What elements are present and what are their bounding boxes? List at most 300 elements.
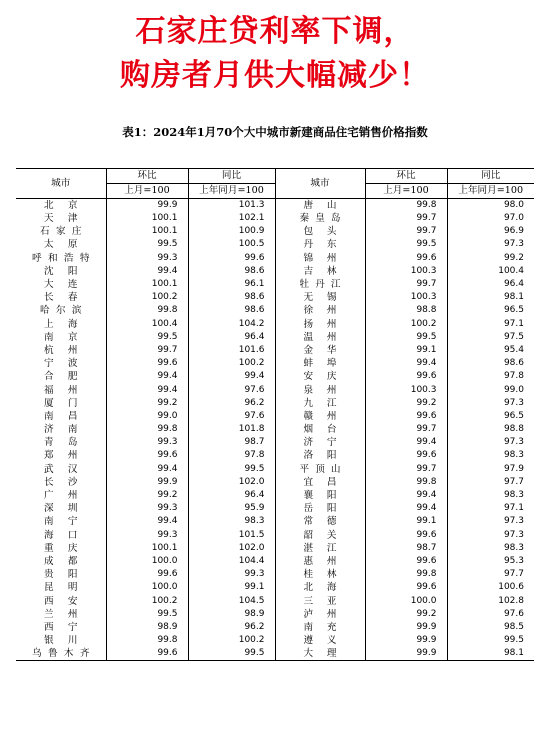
cell-city-right: [275, 318, 365, 331]
city-name: 唐山: [303, 200, 337, 211]
city-name: 徐州: [303, 305, 337, 317]
city-name: 温州: [303, 331, 337, 343]
cell-mom-left: 100.2: [106, 291, 188, 304]
city-name: 长春: [44, 292, 78, 304]
cell-city-right: [275, 357, 365, 370]
cell-mom-right: 99.6: [365, 581, 447, 594]
cell-city-right: [275, 238, 365, 251]
cell-city-right: [275, 383, 365, 396]
cell-yoy-right: 97.0: [447, 212, 534, 225]
table-row: [16, 542, 534, 555]
city-name: 襄阳: [303, 490, 337, 502]
table-row: [16, 449, 534, 462]
cell-yoy-right: 98.3: [447, 449, 534, 462]
cell-yoy-left: 96.4: [188, 489, 275, 502]
cell-mom-left: 99.3: [106, 436, 188, 449]
cell-city-left: [16, 278, 106, 291]
table-row: [16, 476, 534, 489]
cell-city-left: [16, 357, 106, 370]
cell-city-right: [275, 199, 365, 213]
city-name: 三亚: [303, 595, 337, 607]
cell-yoy-left: 97.6: [188, 383, 275, 396]
city-name: 哈尔滨: [40, 305, 82, 317]
cell-city-right: [275, 344, 365, 357]
table-row: [16, 344, 534, 357]
cell-mom-right: 99.4: [365, 502, 447, 515]
cell-mom-left: 98.9: [106, 621, 188, 634]
city-name: 郑州: [44, 450, 78, 462]
cell-yoy-left: 100.2: [188, 634, 275, 647]
cell-yoy-left: 101.5: [188, 529, 275, 542]
cell-yoy-left: 101.6: [188, 344, 275, 357]
city-name: 九江: [303, 397, 337, 409]
cell-yoy-left: 97.6: [188, 410, 275, 423]
cell-mom-left: 99.6: [106, 647, 188, 661]
cell-mom-right: 99.5: [365, 331, 447, 344]
table-row: [16, 581, 534, 594]
cell-yoy-left: 96.2: [188, 621, 275, 634]
cell-city-left: [16, 621, 106, 634]
cell-city-right: [275, 647, 365, 661]
city-name: 石家庄: [40, 226, 82, 238]
cell-city-left: [16, 423, 106, 436]
cell-city-right: [275, 291, 365, 304]
cell-yoy-right: 97.3: [447, 397, 534, 410]
cell-city-right: [275, 529, 365, 542]
cell-mom-right: 99.7: [365, 423, 447, 436]
table-row: [16, 238, 534, 251]
cell-mom-left: 99.4: [106, 265, 188, 278]
cell-mom-right: 100.2: [365, 318, 447, 331]
city-name: 泉州: [303, 384, 337, 396]
cell-mom-left: 99.6: [106, 357, 188, 370]
cell-mom-left: 99.4: [106, 463, 188, 476]
cell-mom-right: 99.8: [365, 476, 447, 489]
city-name: 吉林: [303, 265, 337, 277]
cell-mom-right: 99.6: [365, 410, 447, 423]
cell-yoy-left: 99.6: [188, 252, 275, 265]
cell-city-right: [275, 304, 365, 317]
cell-city-left: [16, 265, 106, 278]
cell-city-left: [16, 318, 106, 331]
cell-yoy-right: 97.7: [447, 476, 534, 489]
cell-yoy-right: 98.5: [447, 621, 534, 634]
city-name: 牡丹江: [299, 279, 341, 291]
cell-yoy-right: 96.9: [447, 225, 534, 238]
city-name: 贵阳: [44, 569, 78, 581]
city-name: 福州: [44, 384, 78, 396]
city-name: 南宁: [44, 516, 78, 528]
cell-mom-right: 99.8: [365, 568, 447, 581]
cell-yoy-left: 99.1: [188, 581, 275, 594]
cell-yoy-left: 98.6: [188, 291, 275, 304]
cell-mom-right: 100.3: [365, 291, 447, 304]
header-yoy-base-left: 上年同月=100: [188, 184, 275, 199]
city-name: 成都: [44, 555, 78, 567]
city-name: 海口: [44, 529, 78, 541]
city-name: 秦皇岛: [299, 213, 341, 225]
cell-yoy-right: 97.3: [447, 515, 534, 528]
table-row: [16, 515, 534, 528]
cell-mom-right: 99.9: [365, 621, 447, 634]
city-name: 昆明: [44, 582, 78, 594]
cell-city-right: [275, 265, 365, 278]
cell-mom-right: 99.9: [365, 647, 447, 661]
cell-city-left: [16, 476, 106, 489]
cell-city-right: [275, 608, 365, 621]
cell-city-right: [275, 568, 365, 581]
table-row: [16, 291, 534, 304]
cell-city-right: [275, 502, 365, 515]
city-name: 合肥: [44, 371, 78, 383]
table-row: [16, 463, 534, 476]
header-yoy-right: 同比: [447, 169, 534, 184]
cell-city-right: [275, 463, 365, 476]
cell-city-left: [16, 238, 106, 251]
city-name: 烟台: [303, 424, 337, 436]
city-name: 桂林: [303, 569, 337, 581]
city-name: 平顶山: [299, 463, 341, 475]
cell-yoy-right: 96.5: [447, 304, 534, 317]
cell-city-left: [16, 331, 106, 344]
cell-city-right: [275, 621, 365, 634]
city-name: 扬州: [303, 318, 337, 330]
cell-yoy-left: 99.3: [188, 568, 275, 581]
cell-city-left: [16, 489, 106, 502]
cell-yoy-right: 97.1: [447, 502, 534, 515]
cell-city-left: [16, 410, 106, 423]
cell-mom-left: 99.9: [106, 199, 188, 213]
cell-yoy-right: 95.4: [447, 344, 534, 357]
cell-yoy-left: 100.5: [188, 238, 275, 251]
cell-mom-left: 100.1: [106, 212, 188, 225]
cell-yoy-right: 97.8: [447, 370, 534, 383]
cell-yoy-left: 98.6: [188, 304, 275, 317]
city-name: 宜昌: [303, 476, 337, 488]
table-body: [16, 199, 534, 661]
header-mom-right: 环比: [365, 169, 447, 184]
city-name: 天津: [44, 213, 78, 225]
cell-yoy-right: 97.5: [447, 331, 534, 344]
cell-yoy-left: 98.9: [188, 608, 275, 621]
cell-yoy-left: 102.0: [188, 476, 275, 489]
city-name: 厦门: [44, 397, 78, 409]
cell-mom-right: 100.0: [365, 594, 447, 607]
cell-mom-right: 99.7: [365, 278, 447, 291]
cell-mom-right: 99.7: [365, 225, 447, 238]
cell-mom-right: 99.6: [365, 555, 447, 568]
city-name: 湛江: [303, 542, 337, 554]
cell-yoy-left: 95.9: [188, 502, 275, 515]
city-name: 惠州: [303, 555, 337, 567]
cell-yoy-left: 100.9: [188, 225, 275, 238]
cell-city-left: [16, 529, 106, 542]
cell-yoy-right: 99.5: [447, 634, 534, 647]
cell-mom-left: 99.5: [106, 238, 188, 251]
cell-yoy-right: 98.8: [447, 423, 534, 436]
cell-city-left: [16, 225, 106, 238]
cell-city-left: [16, 634, 106, 647]
cell-city-left: [16, 397, 106, 410]
city-name: 济宁: [303, 437, 337, 449]
cell-mom-left: 99.9: [106, 476, 188, 489]
table-row: [16, 212, 534, 225]
header-city-left: 城市: [16, 169, 106, 199]
cell-city-right: [275, 634, 365, 647]
cell-city-right: [275, 331, 365, 344]
city-name: 银川: [44, 635, 78, 647]
table-row: [16, 357, 534, 370]
table-row: [16, 331, 534, 344]
cell-mom-right: 99.5: [365, 238, 447, 251]
cell-yoy-right: 97.6: [447, 608, 534, 621]
cell-mom-left: 100.1: [106, 542, 188, 555]
cell-mom-right: 100.3: [365, 265, 447, 278]
cell-city-right: [275, 397, 365, 410]
cell-city-left: [16, 502, 106, 515]
city-name: 南充: [303, 621, 337, 633]
cell-mom-right: 99.4: [365, 489, 447, 502]
cell-city-left: [16, 436, 106, 449]
table-row: [16, 502, 534, 515]
header-mom-left: 环比: [106, 169, 188, 184]
cell-yoy-left: 97.8: [188, 449, 275, 462]
cell-mom-right: 99.6: [365, 370, 447, 383]
cell-city-left: [16, 212, 106, 225]
city-name: 常德: [303, 516, 337, 528]
cell-yoy-right: 102.8: [447, 594, 534, 607]
cell-yoy-right: 98.6: [447, 357, 534, 370]
header-mom-base-right: 上月=100: [365, 184, 447, 199]
cell-mom-left: 100.0: [106, 555, 188, 568]
table-row: [16, 594, 534, 607]
cell-city-left: [16, 555, 106, 568]
cell-yoy-left: 99.5: [188, 463, 275, 476]
city-name: 太原: [44, 239, 78, 251]
headline-line-1: 石家庄贷利率下调，: [135, 14, 415, 49]
cell-yoy-left: 101.8: [188, 423, 275, 436]
cell-mom-right: 99.8: [365, 199, 447, 213]
city-name: 大理: [303, 648, 337, 660]
cell-city-right: [275, 594, 365, 607]
city-name: 蚌埠: [303, 358, 337, 370]
cell-mom-left: 100.0: [106, 581, 188, 594]
table-row: [16, 608, 534, 621]
cell-yoy-left: 96.4: [188, 331, 275, 344]
cell-city-left: [16, 463, 106, 476]
table-row: [16, 252, 534, 265]
city-name: 岳阳: [303, 503, 337, 515]
cell-yoy-left: 96.2: [188, 397, 275, 410]
cell-mom-left: 99.5: [106, 608, 188, 621]
cell-mom-left: 99.3: [106, 252, 188, 265]
cell-yoy-left: 104.2: [188, 318, 275, 331]
city-name: 南昌: [44, 410, 78, 422]
cell-city-left: [16, 344, 106, 357]
city-name: 武汉: [44, 463, 78, 475]
cell-yoy-right: 95.3: [447, 555, 534, 568]
cell-yoy-right: 98.1: [447, 291, 534, 304]
cell-city-right: [275, 212, 365, 225]
cell-yoy-right: 97.9: [447, 463, 534, 476]
city-name: 青岛: [44, 437, 78, 449]
cell-city-right: [275, 515, 365, 528]
table-row: [16, 423, 534, 436]
cell-city-left: [16, 252, 106, 265]
cell-mom-left: 99.3: [106, 529, 188, 542]
table-row: [16, 634, 534, 647]
cell-mom-right: 99.7: [365, 463, 447, 476]
city-name: 锦州: [303, 252, 337, 264]
table-row: [16, 370, 534, 383]
cell-mom-left: 99.2: [106, 397, 188, 410]
cell-mom-right: 98.8: [365, 304, 447, 317]
city-name: 大连: [44, 279, 78, 291]
city-name: 深圳: [44, 503, 78, 515]
cell-mom-right: 99.9: [365, 634, 447, 647]
cell-city-left: [16, 515, 106, 528]
city-name: 遵义: [303, 635, 337, 647]
cell-city-right: [275, 436, 365, 449]
city-name: 沈阳: [44, 265, 78, 277]
city-name: 重庆: [44, 542, 78, 554]
city-name: 宁波: [44, 358, 78, 370]
cell-yoy-right: 96.4: [447, 278, 534, 291]
cell-yoy-right: 99.0: [447, 383, 534, 396]
cell-yoy-left: 101.3: [188, 199, 275, 213]
city-name: 西安: [44, 595, 78, 607]
cell-city-right: [275, 555, 365, 568]
city-name: 广州: [44, 490, 78, 502]
cell-mom-left: 99.5: [106, 331, 188, 344]
cell-city-right: [275, 252, 365, 265]
cell-yoy-left: 104.4: [188, 555, 275, 568]
cell-mom-right: 99.1: [365, 515, 447, 528]
header-mom-base-left: 上月=100: [106, 184, 188, 199]
cell-yoy-right: 98.0: [447, 199, 534, 213]
cell-mom-left: 99.6: [106, 449, 188, 462]
cell-yoy-left: 98.3: [188, 515, 275, 528]
cell-city-left: [16, 199, 106, 213]
cell-mom-right: 99.6: [365, 529, 447, 542]
table-title: 表1：2024年1月70个大中城市新建商品住宅销售价格指数: [122, 125, 428, 139]
cell-city-left: [16, 449, 106, 462]
cell-city-left: [16, 568, 106, 581]
table-row: [16, 225, 534, 238]
cell-city-left: [16, 370, 106, 383]
table-row: [16, 318, 534, 331]
cell-mom-left: 100.4: [106, 318, 188, 331]
table-row: [16, 199, 534, 213]
cell-yoy-right: 97.7: [447, 568, 534, 581]
header-yoy-left: 同比: [188, 169, 275, 184]
cell-yoy-left: 99.5: [188, 647, 275, 661]
cell-mom-left: 99.4: [106, 383, 188, 396]
cell-city-right: [275, 225, 365, 238]
cell-yoy-right: 98.1: [447, 647, 534, 661]
cell-city-left: [16, 542, 106, 555]
cell-mom-left: 99.8: [106, 423, 188, 436]
city-name: 赣州: [303, 410, 337, 422]
table-row: [16, 383, 534, 396]
city-name: 南京: [44, 331, 78, 343]
city-name: 安庆: [303, 371, 337, 383]
table-row: [16, 278, 534, 291]
table-row: [16, 304, 534, 317]
city-name: 乌鲁木齐: [32, 648, 90, 660]
city-name: 长沙: [44, 476, 78, 488]
cell-yoy-left: 96.1: [188, 278, 275, 291]
cell-mom-left: 99.6: [106, 568, 188, 581]
city-name: 金华: [303, 344, 337, 356]
cell-mom-right: 99.4: [365, 357, 447, 370]
headline-line-2: 购房者月供大幅减少！: [120, 58, 430, 93]
cell-city-right: [275, 410, 365, 423]
cell-yoy-right: 100.6: [447, 581, 534, 594]
city-name: 兰州: [44, 608, 78, 620]
cell-mom-right: 100.3: [365, 383, 447, 396]
cell-mom-left: 99.8: [106, 304, 188, 317]
cell-mom-left: 99.4: [106, 515, 188, 528]
cell-mom-right: 98.7: [365, 542, 447, 555]
city-name: 西宁: [44, 621, 78, 633]
cell-yoy-right: 97.3: [447, 238, 534, 251]
cell-city-right: [275, 542, 365, 555]
cell-mom-right: 99.2: [365, 608, 447, 621]
city-name: 北海: [303, 582, 337, 594]
cell-mom-left: 99.7: [106, 344, 188, 357]
city-name: 无锡: [303, 292, 337, 304]
cell-yoy-right: 99.2: [447, 252, 534, 265]
cell-yoy-left: 100.2: [188, 357, 275, 370]
city-name: 韶关: [303, 529, 337, 541]
cell-mom-right: 99.6: [365, 449, 447, 462]
cell-city-left: [16, 594, 106, 607]
table-row: [16, 647, 534, 661]
cell-city-right: [275, 423, 365, 436]
cell-city-right: [275, 278, 365, 291]
city-name: 呼和浩特: [32, 252, 90, 264]
cell-yoy-left: 99.4: [188, 370, 275, 383]
price-index-table: [16, 168, 534, 661]
city-name: 包头: [303, 226, 337, 238]
table-row: [16, 489, 534, 502]
table-row: [16, 621, 534, 634]
cell-city-left: [16, 647, 106, 661]
city-name: 杭州: [44, 344, 78, 356]
cell-mom-left: 99.8: [106, 634, 188, 647]
cell-yoy-left: 98.7: [188, 436, 275, 449]
cell-city-left: [16, 291, 106, 304]
cell-city-left: [16, 608, 106, 621]
cell-yoy-right: 96.5: [447, 410, 534, 423]
table-row: [16, 555, 534, 568]
table-row: [16, 397, 534, 410]
cell-mom-right: 99.2: [365, 397, 447, 410]
cell-mom-left: 100.1: [106, 278, 188, 291]
city-name: 丹东: [303, 239, 337, 251]
cell-yoy-left: 102.1: [188, 212, 275, 225]
table-row: [16, 265, 534, 278]
cell-yoy-left: 102.0: [188, 542, 275, 555]
cell-mom-right: 99.1: [365, 344, 447, 357]
header-yoy-base-right: 上年同月=100: [447, 184, 534, 199]
cell-mom-left: 99.4: [106, 370, 188, 383]
cell-city-right: [275, 476, 365, 489]
cell-mom-right: 99.6: [365, 252, 447, 265]
table-row: [16, 410, 534, 423]
cell-mom-left: 100.1: [106, 225, 188, 238]
